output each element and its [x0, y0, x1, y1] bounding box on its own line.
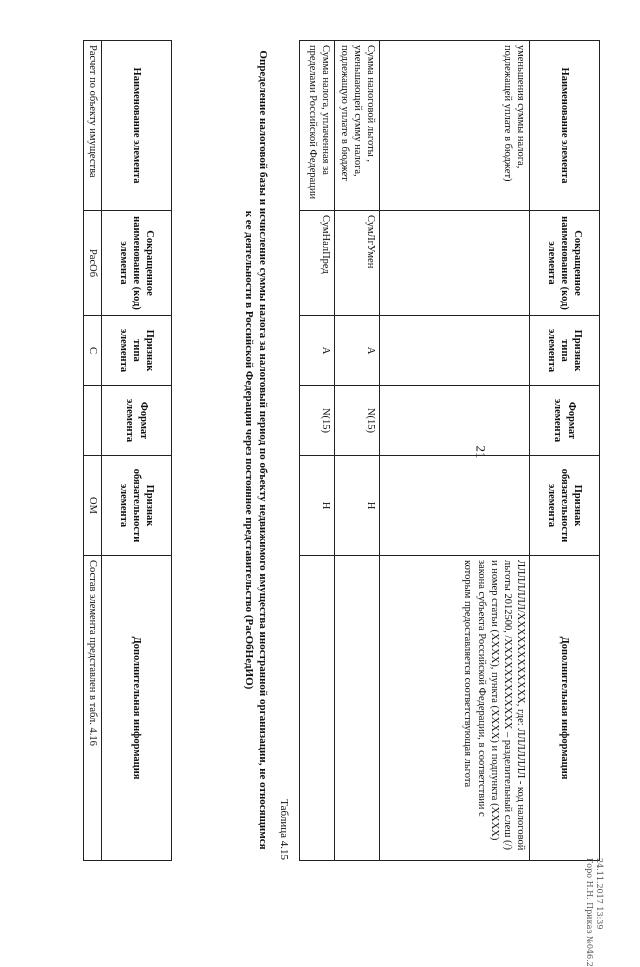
table-header-row: [530, 41, 600, 861]
cell-required: Н: [300, 456, 335, 556]
cell-code: СумЛгУмен: [335, 211, 380, 316]
cell-name: Сумма налоговой льготы , уменьшающей сумму налога, подлежащую уплате в бюджет: [335, 41, 380, 211]
elements-table: [83, 40, 172, 861]
rotated-content: [40, 40, 600, 860]
cell-name: уменьшения суммы налога, подлежащей уплате в бюджет): [380, 41, 530, 211]
header-format: Формат элемента: [530, 386, 600, 456]
stamp-line-1: 24.11.2017 13:39: [595, 858, 604, 930]
cell-code: РасОб: [83, 211, 101, 316]
table-heading: Определение налоговой базы и исчисление суммы налога за налоговый период по объекту недвижимого имущества иностранной организации, не относящимся к ее деятельности в Российской Федерации через постоянное представительство (РасОбНедИО): [242, 50, 269, 850]
header-info: Дополнительная информация: [102, 556, 172, 861]
cell-info: Состав элемента представлен в табл. 4.16: [83, 556, 101, 861]
table-number: Таблица 4.15: [278, 799, 290, 860]
table-row: [335, 41, 380, 861]
header-code: Сокращенное наименование (код) элемента: [530, 211, 600, 316]
header-type: Признак типа элемента: [530, 316, 600, 386]
header-type: Признак типа элемента: [102, 316, 172, 386]
cell-format: N(15): [335, 386, 380, 456]
cell-format: N(15): [300, 386, 335, 456]
cell-type: А: [300, 316, 335, 386]
table-row: [83, 41, 101, 861]
cell-info: [300, 556, 335, 861]
header-format: Формат элемента: [102, 386, 172, 456]
elements-table-continued: [299, 40, 600, 861]
cell-info: [335, 556, 380, 861]
cell-format: [83, 386, 101, 456]
cell-code: [380, 211, 530, 316]
cell-name: Расчет по объекту имущества: [83, 41, 101, 211]
document-stamp: [585, 858, 604, 967]
header-code: Сокращенное наименование (код) элемента: [102, 211, 172, 316]
page-number: 21: [473, 445, 489, 459]
header-required: Признак обязательности элемента: [102, 456, 172, 556]
cell-required: Н: [335, 456, 380, 556]
header-name: Наименование элемента: [102, 41, 172, 211]
table-row: [380, 41, 530, 861]
cell-required: ОМ: [83, 456, 101, 556]
cell-type: [380, 316, 530, 386]
header-required: Признак обязательности элемента: [530, 456, 600, 556]
cell-code: СумНалПред: [300, 211, 335, 316]
header-info: Дополнительная информация: [530, 556, 600, 861]
table-header-row: [102, 41, 172, 861]
table-row: [300, 41, 335, 861]
cell-type: А: [335, 316, 380, 386]
cell-name: Сумма налога, уплаченная за пределами Российской Федерации: [300, 41, 335, 211]
cell-info: ЛЛЛЛЛЛЛ/ХХХХХХХХХХХХ, где: ЛЛЛЛЛЛЛ - код налоговой льготы 2012500, /ХХХХХХХХХХХХ – разделительный слеш (/) и номер статьи (ХХХХ), пункта (ХХХХ) и подпункта (ХХХХ) закона субъекта Российской Федерации, в соответствии с которым предоставляется соответствующая льгота: [380, 556, 530, 861]
header-name: Наименование элемента: [530, 41, 600, 211]
cell-required: [380, 456, 530, 556]
stamp-line-2: Горо Н.Н. Приказ №046.2: [585, 858, 595, 967]
cell-format: [380, 386, 530, 456]
cell-type: С: [83, 316, 101, 386]
